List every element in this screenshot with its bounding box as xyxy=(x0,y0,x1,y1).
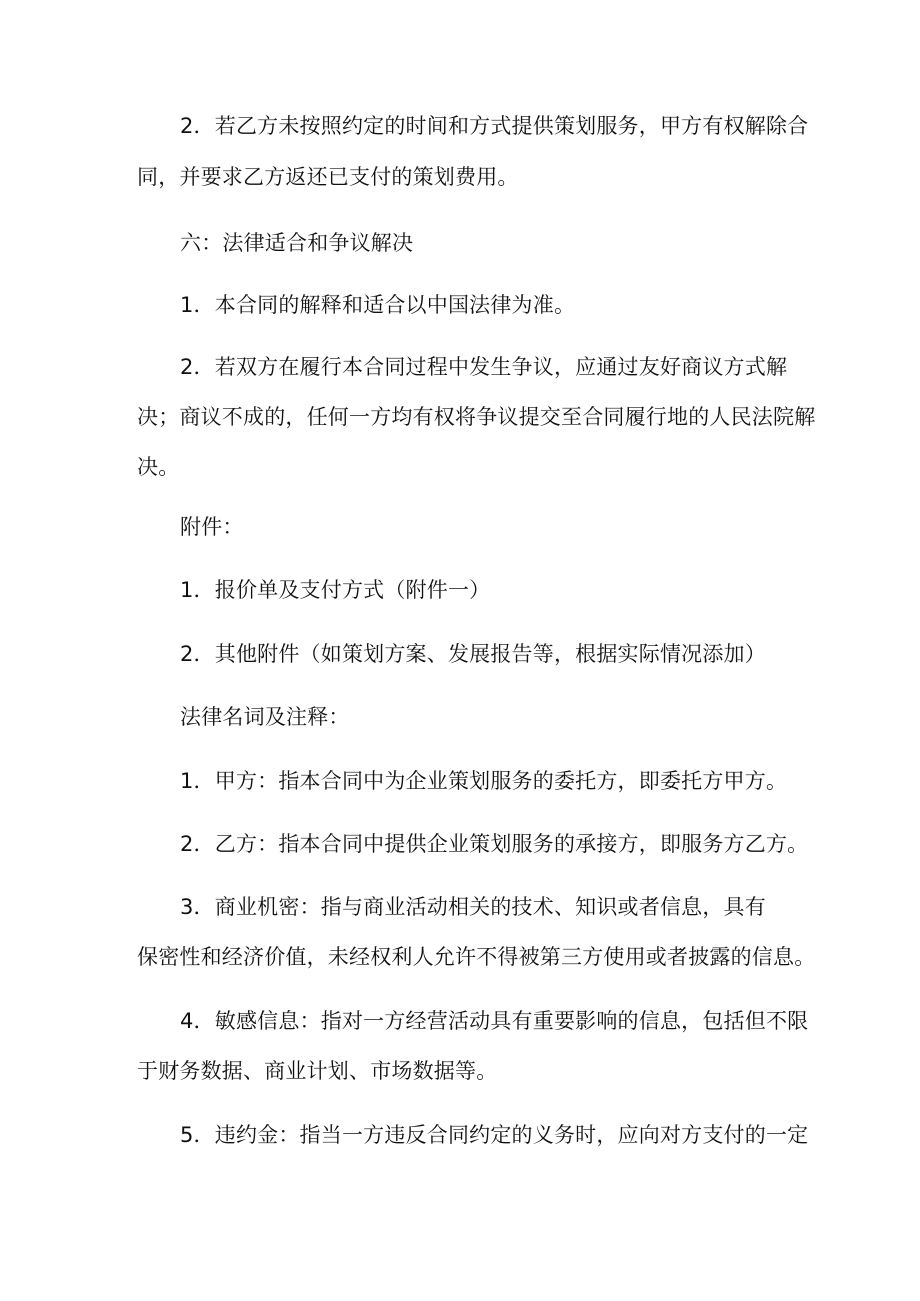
clause-5-2-line-1: 2．若乙方未按照约定的时间和方式提供策划服务，甲方有权解除合 xyxy=(180,114,809,138)
glossary-item-3-line-1: 3．商业机密：指与商业活动相关的技术、知识或者信息，具有 xyxy=(180,895,766,919)
clause-6-1: 1．本合同的解释和适合以中国法律为准。 xyxy=(180,293,576,317)
clause-5-2-line-2: 同，并要求乙方返还已支付的策划费用。 xyxy=(137,165,519,189)
attachment-1: 1．报价单及支付方式（附件一） xyxy=(180,578,491,602)
glossary-item-4-line-1: 4．敏感信息：指对一方经营活动具有重要影响的信息，包括但不限 xyxy=(180,1009,809,1033)
clause-6-2-line-1: 2．若双方在履行本合同过程中发生争议，应通过友好商议方式解 xyxy=(180,355,788,379)
clause-6-2-line-3: 决。 xyxy=(137,455,180,479)
glossary-item-1: 1．甲方：指本合同中为企业策划服务的委托方，即委托方甲方。 xyxy=(180,769,788,793)
attachments-heading: 附件： xyxy=(180,515,244,539)
section-6-heading: 六：法律适合和争议解决 xyxy=(180,231,414,255)
glossary-item-3-line-2: 保密性和经济价值，未经权利人允许不得被第三方使用或者披露的信息。 xyxy=(137,945,816,969)
glossary-heading: 法律名词及注释： xyxy=(180,705,350,729)
clause-6-2-line-2: 决；商议不成的，任何一方均有权将争议提交至合同履行地的人民法院解 xyxy=(137,405,816,429)
attachment-2: 2．其他附件（如策划方案、发展报告等，根据实际情况添加） xyxy=(180,642,766,666)
glossary-item-4-line-2: 于财务数据、商业计划、市场数据等。 xyxy=(137,1059,498,1083)
glossary-item-5-line-1: 5．违约金：指当一方违反合同约定的义务时，应向对方支付的一定 xyxy=(180,1123,809,1147)
glossary-item-2: 2．乙方：指本合同中提供企业策划服务的承接方，即服务方乙方。 xyxy=(180,832,809,856)
